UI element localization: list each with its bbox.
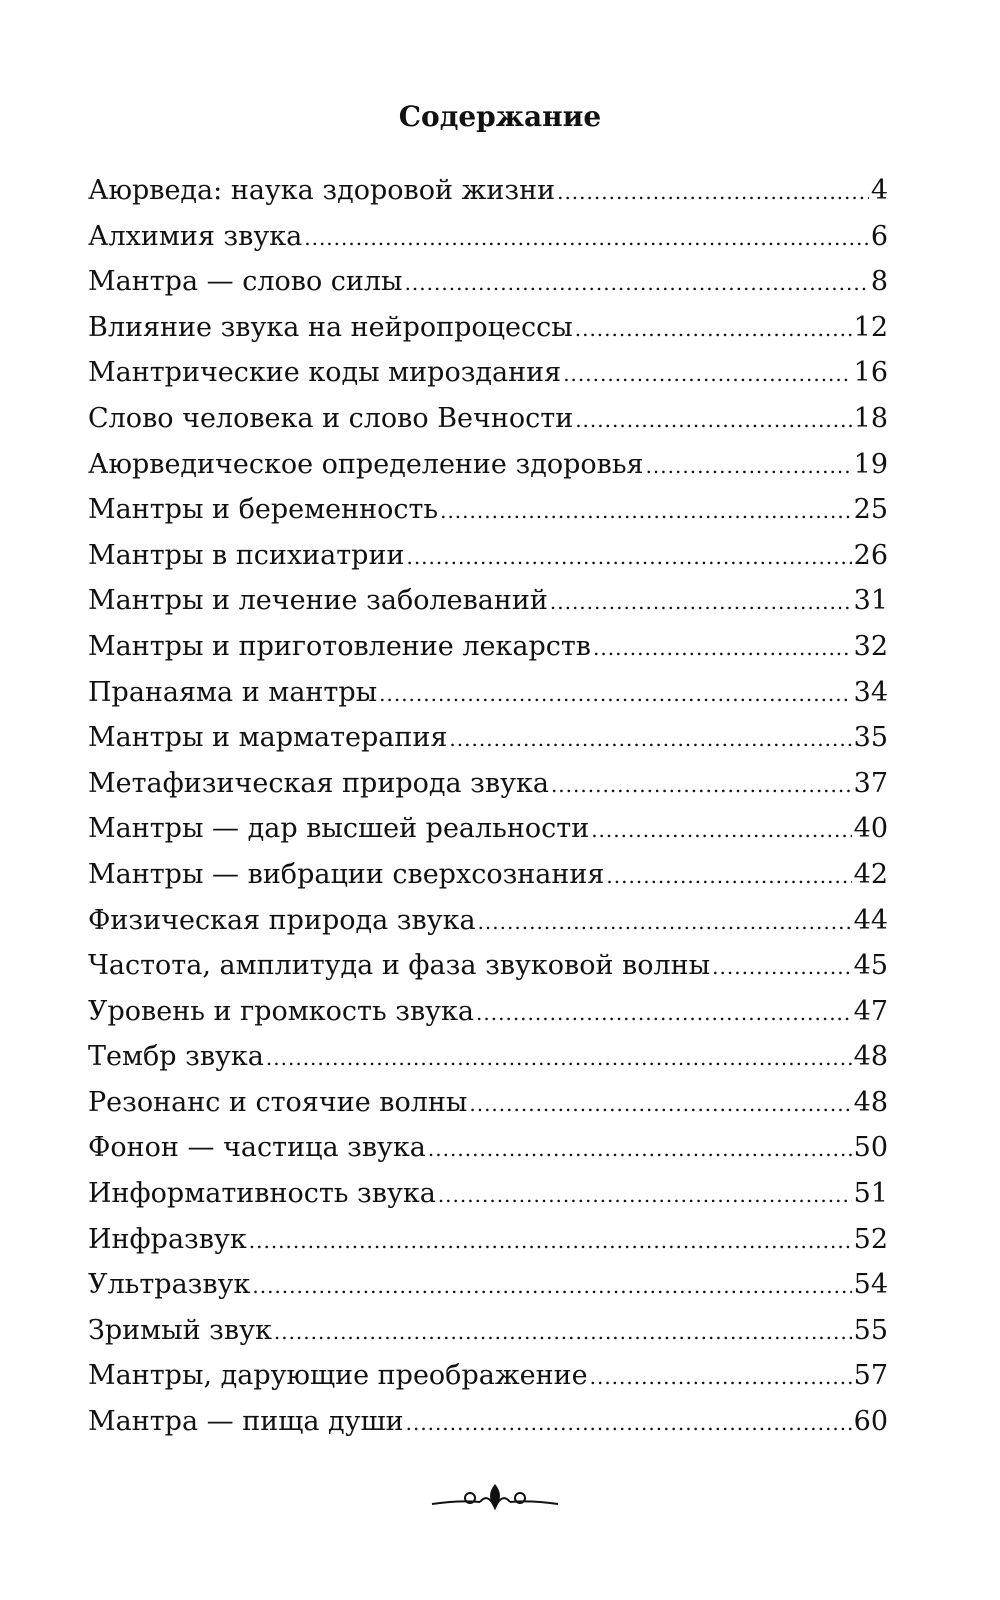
toc-entry-title: Мантра — слово силы <box>88 266 403 298</box>
leader-dots <box>406 535 851 581</box>
leader-dots <box>591 808 851 854</box>
ornament-icon <box>430 1478 560 1518</box>
leader-dots <box>646 444 852 490</box>
toc-entry[interactable] <box>88 578 888 624</box>
toc-entry-title: Мантры и приготовление лекарств <box>88 630 592 662</box>
toc-entry[interactable] <box>88 761 888 807</box>
leader-dots <box>428 1127 852 1173</box>
leader-dots <box>249 1219 852 1265</box>
toc-entry[interactable] <box>88 1308 888 1354</box>
toc-entry-title: Информативность звука <box>88 1178 436 1210</box>
toc-entry-title: Мантры, дарующие преображение <box>88 1360 588 1392</box>
toc-entry-title: Зримый звук <box>88 1314 272 1346</box>
toc-entry-page: 44 <box>853 904 888 936</box>
leader-dots <box>550 580 852 626</box>
toc-entry-page: 6 <box>870 220 888 252</box>
leader-dots <box>252 1264 851 1310</box>
toc-entry[interactable] <box>88 259 888 305</box>
toc-entry-page: 55 <box>853 1314 888 1346</box>
toc-entry[interactable] <box>88 898 888 944</box>
leader-dots <box>476 991 852 1037</box>
toc-entry-title: Аюрведа: наука здоровой жизни <box>88 175 556 206</box>
toc-entry-title: Частота, амплитуда и фаза звуковой волны <box>88 950 711 982</box>
leader-dots <box>575 398 851 444</box>
leader-dots <box>563 352 851 398</box>
toc-entry-page: 32 <box>853 630 888 662</box>
toc-entry-title: Фонон — частица звука <box>88 1132 426 1164</box>
leader-dots <box>379 672 852 718</box>
toc-entry[interactable] <box>88 1034 888 1080</box>
toc-entry[interactable] <box>88 305 888 351</box>
toc-entry-page: 12 <box>853 311 888 343</box>
toc-entry[interactable] <box>88 1262 888 1308</box>
leader-dots <box>478 900 852 946</box>
leader-dots <box>575 307 852 353</box>
toc-entry-title: Уровень и громкость звука <box>88 995 475 1027</box>
toc-entry-title: Мантры — дар высшей реальности <box>88 813 590 845</box>
leader-dots <box>406 1401 852 1447</box>
toc-entry[interactable] <box>88 852 888 898</box>
toc-entry-page: 45 <box>853 950 888 982</box>
toc-entry-page: 18 <box>853 402 888 434</box>
toc-entry-page: 25 <box>853 494 888 526</box>
table-of-contents <box>88 168 888 1445</box>
leader-dots <box>712 945 852 991</box>
leader-dots <box>304 216 869 262</box>
leader-dots <box>405 261 869 307</box>
leader-dots <box>469 1082 851 1128</box>
toc-entry-page: 35 <box>853 722 888 754</box>
toc-entry-page: 52 <box>853 1223 888 1255</box>
toc-entry[interactable] <box>88 1399 888 1445</box>
leader-dots <box>438 1173 852 1219</box>
toc-entry-page: 4 <box>870 175 888 206</box>
toc-entry-title: Метафизическая природа звука <box>88 767 549 799</box>
toc-entry-page: 57 <box>853 1360 888 1392</box>
toc-entry[interactable] <box>88 442 888 488</box>
toc-entry-page: 19 <box>853 448 888 480</box>
toc-entry-title: Мантры и беременность <box>88 494 439 526</box>
toc-entry-page: 60 <box>853 1406 888 1438</box>
toc-entry-page: 48 <box>853 1086 888 1118</box>
toc-entry-title: Мантра — пища души <box>88 1406 404 1438</box>
leader-dots <box>606 854 851 900</box>
toc-entry[interactable] <box>88 624 888 670</box>
toc-entry[interactable] <box>88 989 888 1035</box>
toc-entry-page: 51 <box>853 1178 888 1210</box>
toc-entry[interactable] <box>88 1353 888 1399</box>
toc-entry-title: Инфразвук <box>88 1223 247 1255</box>
toc-entry-title: Мантры — вибрации сверхсознания <box>88 858 605 890</box>
toc-entry-title: Пранаяма и мантры <box>88 676 378 708</box>
toc-entry[interactable] <box>88 670 888 716</box>
toc-entry-page: 54 <box>853 1269 888 1301</box>
toc-entry-page: 40 <box>853 813 888 845</box>
toc-entry-title: Мантры в психиатрии <box>88 539 405 571</box>
toc-entry-title: Ультразвук <box>88 1269 251 1301</box>
leader-dots <box>590 1355 852 1401</box>
toc-entry[interactable] <box>88 715 888 761</box>
toc-entry-page: 48 <box>853 1041 888 1073</box>
toc-entry[interactable] <box>88 487 888 533</box>
leader-dots <box>440 489 852 535</box>
toc-entry-page: 50 <box>853 1132 888 1164</box>
toc-entry-title: Мантры и лечение заболеваний <box>88 585 548 617</box>
toc-entry[interactable] <box>88 806 888 852</box>
toc-entry[interactable] <box>88 943 888 989</box>
toc-entry-title: Мантрические коды мироздания <box>88 357 562 389</box>
toc-entry-page: 8 <box>870 266 888 298</box>
toc-entry-page: 26 <box>853 539 888 571</box>
toc-entry[interactable] <box>88 1171 888 1217</box>
toc-entry[interactable] <box>88 1125 888 1171</box>
toc-entry-page: 34 <box>853 676 888 708</box>
toc-entry-title: Алхимия звука <box>88 220 303 252</box>
toc-entry-page: 16 <box>853 357 888 389</box>
leader-dots <box>557 170 869 216</box>
toc-entry-title: Тембр звука <box>88 1041 264 1073</box>
leader-dots <box>593 626 852 672</box>
toc-entry-page: 37 <box>853 767 888 799</box>
toc-entry[interactable] <box>88 1217 888 1263</box>
toc-entry-title: Слово человека и слово Вечности <box>88 402 574 434</box>
toc-entry-title: Влияние звука на нейропроцессы <box>88 311 573 343</box>
toc-entry-page: 31 <box>853 585 888 617</box>
leader-dots <box>449 717 851 763</box>
leader-dots <box>266 1036 852 1082</box>
toc-entry-page: 42 <box>853 858 888 890</box>
leader-dots <box>274 1310 852 1356</box>
toc-entry-page: 47 <box>853 995 888 1027</box>
page-title: Содержание <box>398 100 602 133</box>
toc-entry-title: Аюрведическое определение здоровья <box>88 448 644 480</box>
toc-entry-title: Физическая природа звука <box>88 904 476 936</box>
toc-entry[interactable] <box>88 350 888 396</box>
toc-entry-title: Мантры и марматерапия <box>88 722 448 754</box>
toc-entry[interactable] <box>88 214 888 260</box>
toc-entry[interactable] <box>88 396 888 442</box>
toc-entry[interactable] <box>88 1080 888 1126</box>
toc-entry-title: Резонанс и стоячие волны <box>88 1086 468 1118</box>
toc-entry[interactable] <box>88 533 888 579</box>
toc-entry[interactable] <box>88 168 888 214</box>
leader-dots <box>551 763 852 809</box>
